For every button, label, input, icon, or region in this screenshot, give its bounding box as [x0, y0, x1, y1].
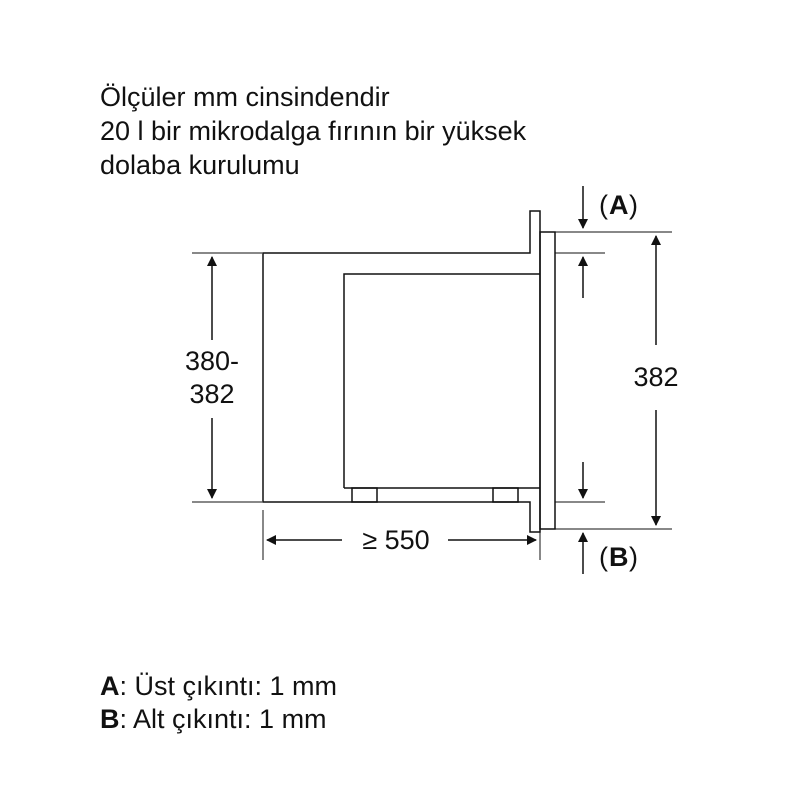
microwave-foot-left: [352, 488, 377, 502]
legend-a-key: A: [100, 671, 120, 701]
label-a-open: (: [599, 190, 608, 220]
legend-b-text: : Alt çıkıntı: 1 mm: [119, 704, 327, 734]
microwave-front-frame: [540, 232, 555, 529]
legend: [100, 670, 337, 736]
frame-height-dimension: [633, 236, 678, 525]
cabinet-outline: [263, 211, 540, 532]
title-line-1: Ölçüler mm cinsindendir: [100, 82, 390, 112]
microwave-foot-right: [493, 488, 518, 502]
cabinet-height-dimension: [185, 253, 262, 502]
label-b-open: (: [599, 542, 608, 572]
cabinet-height-label-1: 380-: [184, 346, 240, 376]
cabinet-depth-label: ≥ 550: [362, 525, 430, 555]
legend-b-key: B: [100, 704, 120, 734]
frame-height-label: 382: [633, 362, 679, 392]
legend-a-text: : Üst çıkıntı: 1 mm: [119, 671, 338, 701]
label-a: [599, 190, 638, 220]
title-line-3: dolaba kurulumu: [100, 150, 300, 180]
legend-row-a: [100, 670, 337, 703]
cabinet-depth-dimension: [263, 510, 540, 560]
label-a-letter: A: [609, 190, 629, 220]
label-b: [599, 542, 638, 572]
label-b-close: ): [629, 542, 638, 572]
cabinet-height-label-2: 382: [189, 379, 235, 409]
microwave-body: [344, 274, 540, 488]
title-line-2: 20 l bir mikrodalga fırının bir yüksek: [100, 116, 527, 146]
label-a-close: ): [629, 190, 638, 220]
legend-row-b: [100, 703, 337, 736]
label-b-letter: B: [609, 542, 629, 572]
